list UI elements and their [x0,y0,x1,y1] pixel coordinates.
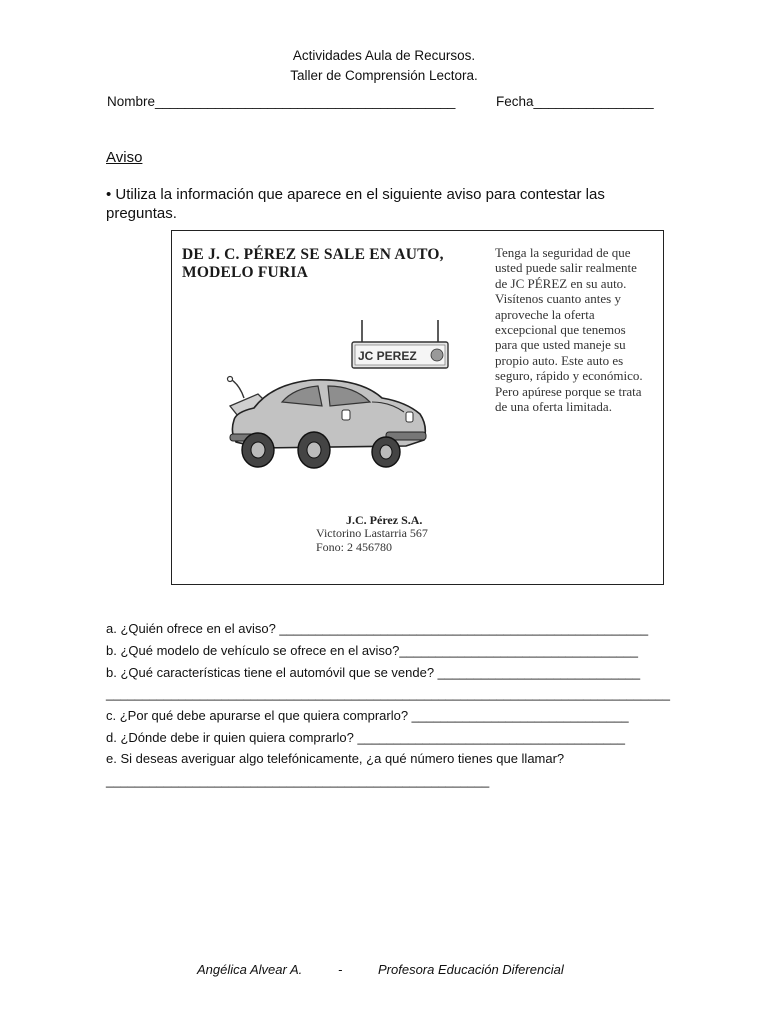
question-d[interactable]: d. ¿Dónde debe ir quien quiera comprarlo? _____________________________________ [106,730,625,745]
ad-body-text: Tenga la seguridad de que usted puede salir realmente de JC PÉREZ en su auto. Visítenos cuanto antes y aproveche la oferta excepcional que tenemos para que usted maneje su propio auto. Este auto es seguro, rápido y económico. Pero apúrese porque se trata de una oferta limitada. [495,245,643,415]
footer-role: Profesora Educación Diferencial [378,962,564,977]
footer-separator: - [338,962,343,977]
answer-line[interactable]: ______________________________________________________________________________ [106,686,670,701]
hanging-sign-illustration [344,318,456,374]
question-a[interactable]: a. ¿Quién ofrece en el aviso? ___________________________________________________ [106,621,649,636]
ad-company-name: J.C. Pérez S.A. [346,513,423,527]
question-e[interactable]: e. Si deseas averiguar algo telefónicamente, ¿a qué número tienes que llamar? [106,751,565,766]
fecha-line: ________________ [533,94,654,109]
fecha-label: Fecha [496,94,534,109]
ad-headline-line2: MODELO FURIA [182,264,308,281]
question-b-features[interactable]: b. ¿Qué características tiene el automóvil que se vende? ____________________________ [106,665,641,680]
sign-text: JC PEREZ [358,349,417,363]
instruction-text: • Utiliza la información que aparece en el siguiente aviso para contestar las preguntas. [106,186,605,222]
ad-phone: Fono: 2 456780 [316,540,393,554]
fecha-field[interactable] [496,94,654,109]
question-c[interactable]: c. ¿Por qué debe apurarse el que quiera comprarlo? ______________________________ [106,708,629,723]
nombre-field[interactable] [107,94,455,109]
ad-headline-line1: DE J. C. PÉREZ SE SALE EN AUTO, [182,246,444,263]
header-title-line1: Actividades Aula de Recursos. [292,48,476,63]
ad-address: Victorino Lastarria 567 [316,526,428,540]
header-title-line2: Taller de Comprensión Lectora. [290,68,478,83]
nombre-label: Nombre [107,94,156,109]
footer-author: Angélica Alvear A. [197,962,303,977]
nombre-line: ________________________________________ [155,94,456,109]
car-illustration [220,372,432,472]
question-b-model[interactable]: b. ¿Qué modelo de vehículo se ofrece en el aviso?_________________________________ [106,643,638,658]
answer-line-e[interactable]: _____________________________________________________ [106,773,490,788]
section-title: Aviso [106,149,143,166]
